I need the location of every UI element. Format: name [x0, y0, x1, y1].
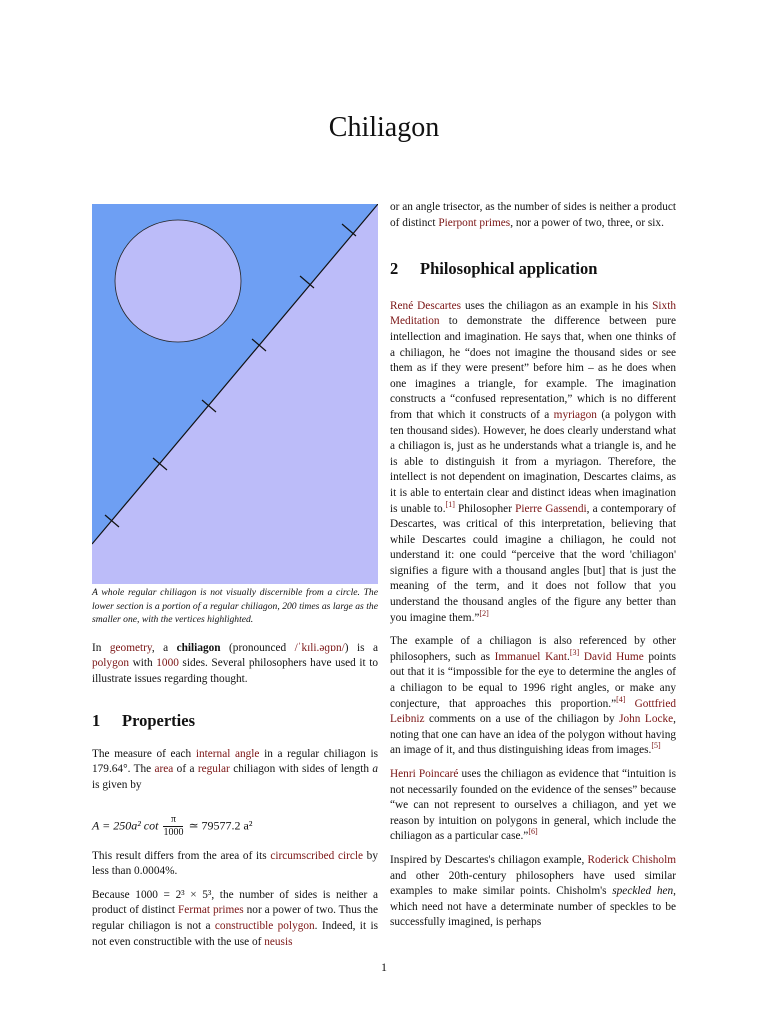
right-column [390, 200, 676, 931]
page-title: Chiliagon [328, 112, 440, 143]
link-henri-poincare[interactable]: Henri Poincaré [390, 768, 459, 780]
link-immanuel-kant[interactable]: Immanuel Kant [494, 650, 568, 663]
link-geometry[interactable]: geometry [109, 641, 152, 654]
citation-4[interactable]: [4] [616, 694, 626, 704]
philosophy-paragraph-2: The example of a chiliagon is also referenced by other philosophers, such as Immanuel Kant.[3] David Hume points out that it is “impossible for the eye to determine the angles of a chiliagon to be equal to 1996 right angles, or make any conjecture, that approaches this proportion.”[4] Gottfried Leibniz comments on a use of the chiliagon by John Locke, noting that one can have an idea of the polygon without having an image of it, and thus distinguishing ideas from images.[5] [390, 635, 677, 757]
properties-paragraph-2: This result differs from the area of its circumscribed circle by less than 0.0004%. [92, 849, 378, 878]
small-chiliagon-circle [115, 220, 241, 342]
link-rene-descartes[interactable]: René Descartes [390, 299, 462, 312]
link-polygon[interactable]: polygon [92, 657, 130, 670]
link-pierpont-primes[interactable]: Pierpont primes [438, 216, 511, 229]
philosophy-paragraph-1: René Descartes uses the chiliagon as an example in his Sixth Meditation to demonstrate the difference between pure intellection and imagination. He says that, when one thinks of a chiliagon, he “does not imagine the thousand sides or see them as if they were present” before him – as he does when one imagines a triangle, for example. The imagination constructs a “confused representation,” which is no different from that which it constructs of a myriagon (a polygon with ten thousand sides). However, he does clearly understand what a chiliagon is, just as he understands what a triangle is, and he is able to distinguish it from a myriagon. Therefore, the intellect is not dependent on imagination, Descartes claims, as it is able to entertain clear and distinct ideas when imagination is unable to.[1] Philosopher Pierre Gassendi, a contemporary of Descartes, was critical of this interpretation, believing that while Descartes could imagine a chiliagon, he could not understand it: one could “perceive that the word 'chiliagon' signifies a figure with a thousand angles [but] that is just the meaning of the term, and it does not follow that you understand the thousand angles of the figure any better than you imagine them.”[2] [390, 299, 676, 624]
citation-5[interactable]: [5] [651, 741, 661, 751]
citation-6[interactable]: [6] [528, 827, 538, 837]
citation-1[interactable]: [1] [445, 499, 455, 509]
left-column [92, 200, 378, 950]
trisector-paragraph: or an angle trisector, as the number of sides is neither a product of distinct Pierpont primes, nor a power of two, three, or six. [390, 201, 676, 229]
citation-2[interactable]: [2] [479, 608, 489, 618]
link-constructible-polygon[interactable]: constructible polygon [214, 920, 315, 933]
link-myriagon[interactable]: myriagon [553, 408, 597, 421]
chiliagon-figure [92, 204, 378, 584]
properties-paragraph-1: The measure of each internal angle in a regular chiliagon is 179.64°. The area of a regular chiliagon with sides of length a is given by [92, 747, 379, 792]
section-heading-philosophical: 2 Philosophical application [390, 259, 598, 279]
link-neusis[interactable]: neusis [264, 935, 293, 948]
link-1000[interactable]: 1000 [156, 657, 179, 670]
link-regular[interactable]: regular [197, 763, 230, 776]
link-internal-angle[interactable]: internal angle [195, 747, 260, 760]
link-pierre-gassendi[interactable]: Pierre Gassendi [515, 502, 587, 515]
link-david-hume[interactable]: David Hume [583, 650, 644, 663]
link-pronunciation[interactable]: /ˈkɪli.əɡɒn/ [294, 641, 345, 654]
link-john-locke[interactable]: John Locke [619, 713, 674, 726]
link-sixth-meditation[interactable]: Sixth Meditation [390, 299, 676, 328]
page-number: 1 [381, 960, 387, 974]
link-circumscribed-circle[interactable]: circumscribed circle [270, 849, 364, 862]
philosophy-paragraph-3: Henri Poincaré uses the chiliagon as evidence that “intuition is not necessarily founded on the evidence of the senses” because “we can not represent to ourselves a chiliagon, and yet we reason by intuition on polygons in general, which include the chiliagon as a particular case.”[6] [390, 768, 676, 843]
link-roderick-chisholm[interactable]: Roderick Chisholm [587, 853, 676, 866]
area-formula: A = 250a² cot $\frac{\pi}{1000}$ ≃ 79577.2 a² [92, 813, 253, 838]
properties-paragraph-3: Because 1000 = 2³ × 5³, the number of sides is neither a product of distinct Fermat primes nor a power of two. Thus the regular chiliagon is not a constructible polygon. Indeed, it is not even constructible with the use of neusis [92, 888, 379, 948]
citation-3[interactable]: [3] [569, 648, 580, 658]
formula-fraction: $\frac{\pi}{1000}$ [163, 813, 184, 838]
section-heading-properties: 1 Properties [92, 711, 196, 731]
link-gottfried-leibniz[interactable]: Gottfried Leibniz [390, 697, 676, 726]
term-speckled-hen: speckled hen [612, 885, 674, 898]
philosophy-paragraph-4: Inspired by Descartes's chiliagon example, Roderick Chisholm and other 20th-century philosophers have used similar examples to make similar points. Chisholm's speckled hen, which need not have a determinate number of speckles to be successfully imagined, is perhaps [390, 853, 676, 929]
link-area[interactable]: area [154, 763, 174, 776]
intro-paragraph: In geometry, a chiliagon (pronounced /ˈkɪli.əɡɒn/) is a polygon with 1000 sides. Several philosophers have used it to illustrate issues regarding thought. [92, 641, 378, 685]
figure-caption: A whole regular chiliagon is not visually discernible from a circle. The lower section is a portion of a regular chiliagon, 200 times as large as the smaller one, with the vertices highlighted. [92, 587, 378, 625]
term-chiliagon: chiliagon [176, 641, 221, 654]
link-fermat-primes[interactable]: Fermat primes [178, 904, 244, 917]
